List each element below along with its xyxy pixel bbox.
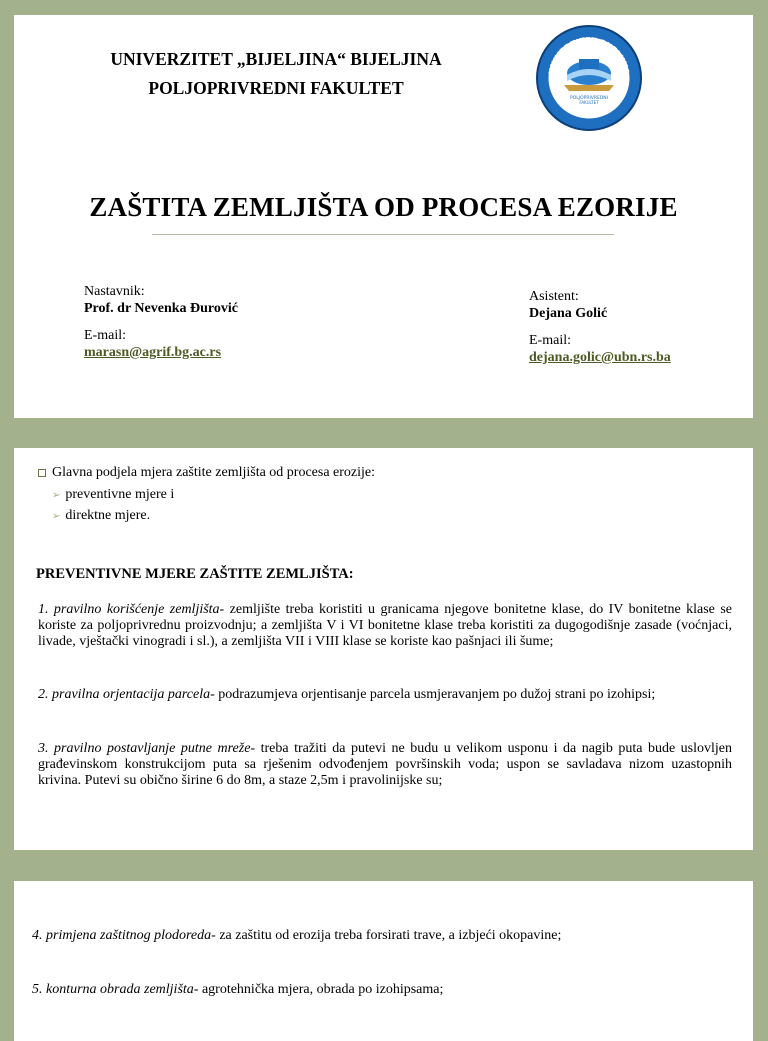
measure-item [38,687,732,703]
teacher-label: Nastavnik: [84,284,145,299]
measure-term: 5. konturna obrada zemljišta- [32,982,199,997]
measure-term: 4. primjena zaštitnog plodoreda- [32,928,216,943]
sub-bullet-text: preventivne mjere i [65,487,175,502]
teacher-email-label: E-mail: [84,328,126,343]
sub-bullet [52,508,150,524]
main-bullet [38,465,375,481]
logo-top-text: UNIVERZITET BIJELJINA [547,35,631,76]
assistant-email-link[interactable]: dejana.golic@ubn.rs.ba [529,350,671,365]
teacher-name: Prof. dr Nevenka Đurović [84,301,238,316]
teacher-email-link[interactable]: marasn@agrif.bg.ac.rs [84,345,222,360]
sub-bullet-text: direktne mjere. [65,508,151,523]
measure-text: za zaštitu od erozija treba forsirati trave, a izbjeći okopavine; [215,928,562,943]
assistant-email-label: E-mail: [529,333,571,348]
logo-bottom-text: BIJELJINA [570,100,608,114]
arrow-bullet-icon: ➢ [52,489,61,501]
measure-term: 1. pravilno korišćenje zemljišta- [38,602,225,617]
assistant-contact [529,288,671,366]
measure-text: zemljište treba koristiti u granicama njegove bonitetne klase, do IV bonitetne klase se koriste za poljoprivrednu proizvodnju; a zemljišta V i VI bonitetne klase treba koristiti za dugogodišnje zasade (voćnjaci, livade, vještački vinogradi i sl.), a zemljišta VII i VIII klase se koriste kao pašnjaci ili šume; [38,602,732,649]
measure-text: agrotehnička mjera, obrada po izohipsama; [198,982,444,997]
assistant-name: Dejana Golić [529,306,608,321]
arrow-bullet-icon: ➢ [52,510,61,522]
main-bullet-text: Glavna podjela mjera zaštite zemljišta od procesa erozije: [52,465,376,480]
measure-text: podrazumjeva orjentisanje parcela usmjeravanjem po dužoj strani po izohipsi; [214,687,656,702]
measure-item [38,741,732,789]
university-name: UNIVERZITET „BIJELJINA“ BIJELJINA [110,49,442,69]
university-logo [534,23,644,133]
content-slide-2 [14,881,753,1041]
title-divider [152,234,614,235]
sub-bullet [52,487,174,503]
measure-term: 3. pravilno postavljanje putne mreže- [38,741,256,756]
measure-text: treba tražiti da putevi ne budu u velikom usponu i da nagib puta bude uslovljen građevinskom konstrukcijom puta sa rješenim odvođenjem površinskih voda; uspon se savladava nizom uzastopnih krivina. Putevi su obično širine 6 do 8m, a staze 2,5m i pravolinijske su; [38,741,732,788]
square-bullet-icon [38,469,46,477]
title-slide [14,15,753,418]
teacher-contact [84,283,238,361]
measure-item [32,928,732,944]
logo-inner-text-2: FAKULTET [579,100,599,105]
content-slide-1 [14,448,753,850]
faculty-name: POLJOPRIVREDNI FAKULTET [148,78,404,98]
measure-item [32,982,732,998]
measure-term: 2. pravilna orjentacija parcela- [38,687,215,702]
logo-inner-text-1: POLJOPRIVREDNI [569,96,609,101]
assistant-label: Asistent: [529,289,579,304]
section-heading: PREVENTIVNE MJERE ZAŠTITE ZEMLJIŠTA: [36,566,354,582]
page-title: ZAŠTITA ZEMLJIŠTA OD PROCESA EZORIJE [89,192,678,222]
measure-item [38,602,732,650]
